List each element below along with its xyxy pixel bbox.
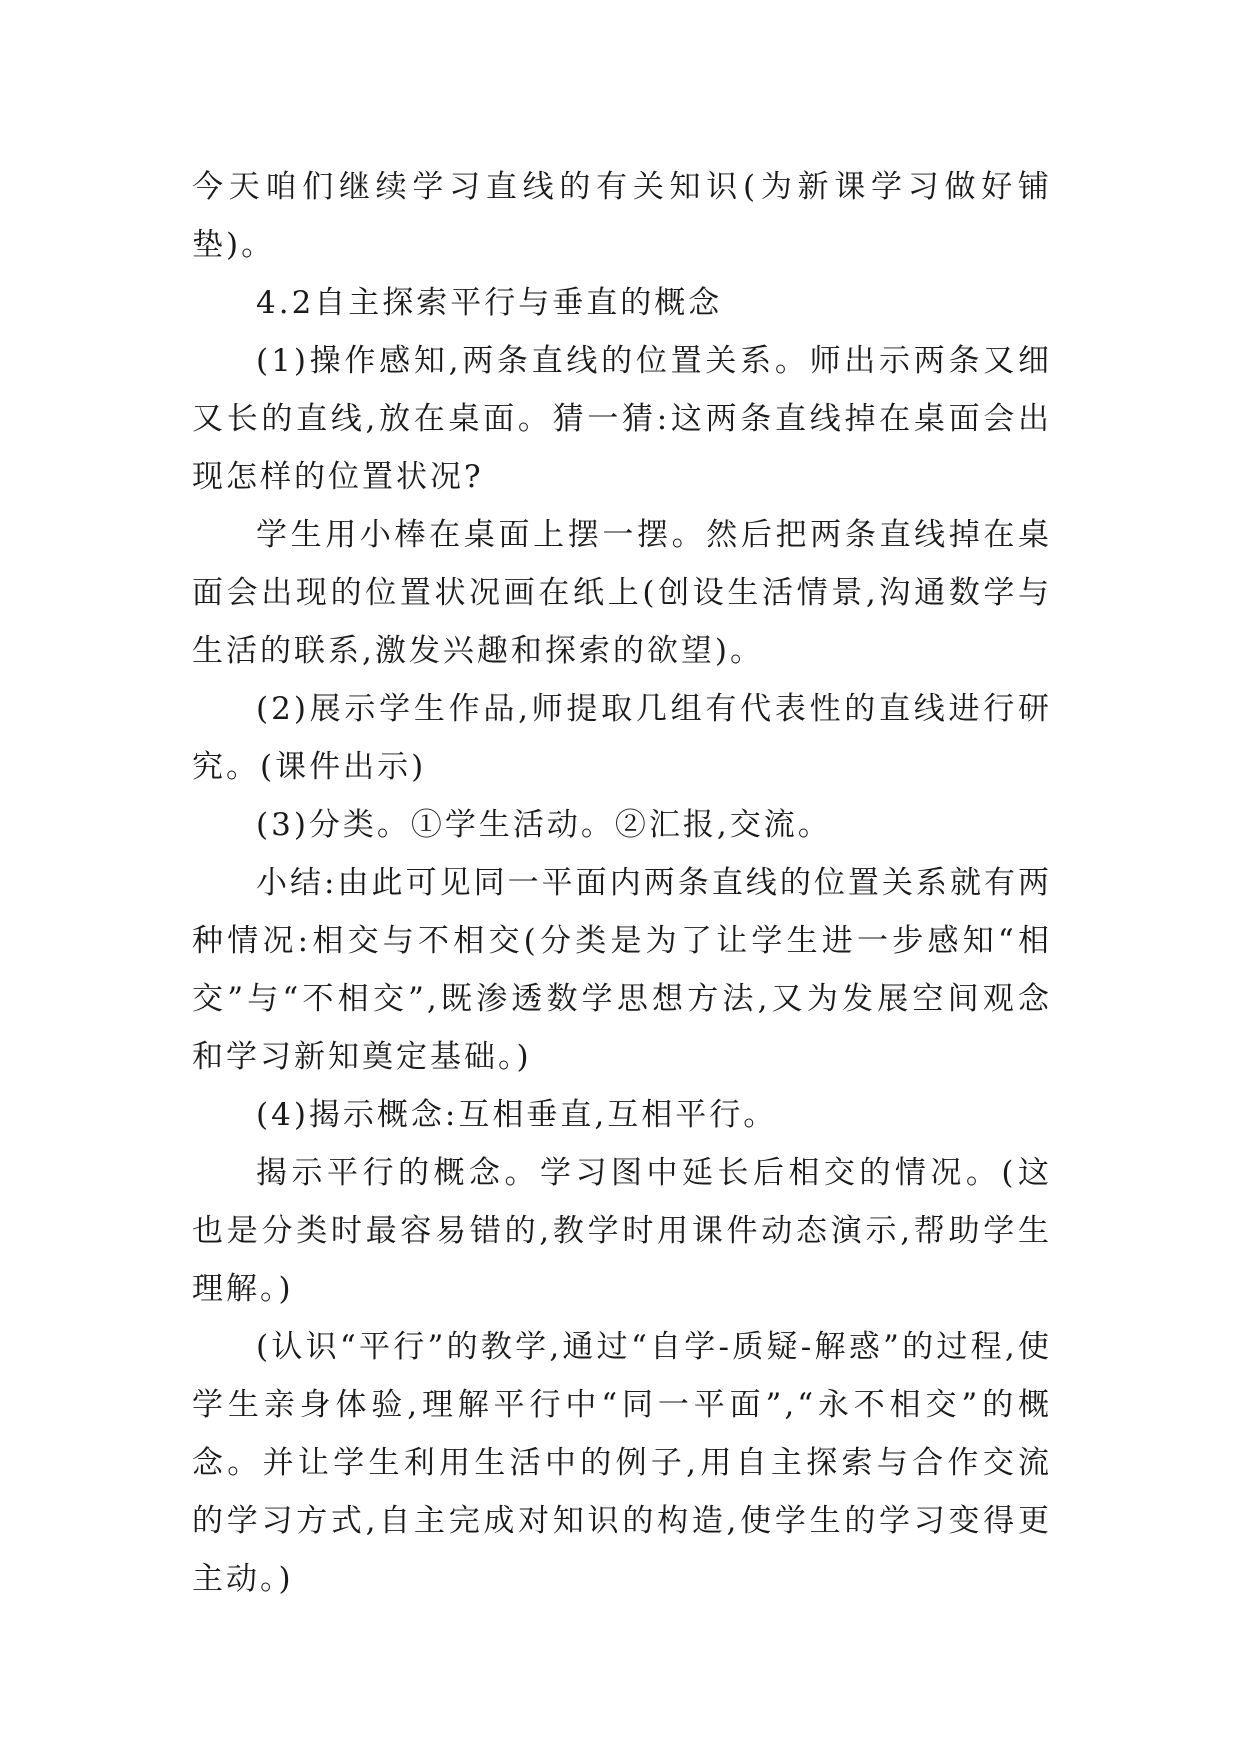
document-body [192, 158, 1052, 1608]
paragraph-intro: 今天咱们继续学习直线的有关知识(为新课学习做好铺垫)。 [192, 169, 1052, 263]
paragraph-parallel-concept: 揭示平行的概念。学习图中延长后相交的情况。(这也是分类时最容易错的,教学时用课件动态演示,帮助学生理解。) [192, 1155, 1052, 1307]
paragraph-step-3: (3)分类。①学生活动。②汇报,交流。 [256, 807, 832, 843]
paragraph-student-activity: 学生用小棒在桌面上摆一摆。然后把两条直线掉在桌面会出现的位置状况画在纸上(创设生活情景,沟通数学与生活的联系,激发兴趣和探索的欲望)。 [192, 517, 1052, 669]
paragraph-parallel-teaching: (认识“平行”的教学,通过“自学-质疑-解惑”的过程,使学生亲身体验,理解平行中“同一平面”,“永不相交”的概念。并让学生利用生活中的例子,用自主探索与合作交流的学习方式,自主完成对知识的构造,使学生的学习变得更主动。) [192, 1329, 1052, 1597]
paragraph-step-1: (1)操作感知,两条直线的位置关系。师出示两条又细又长的直线,放在桌面。猜一猜:这两条直线掉在桌面会出现怎样的位置状况? [192, 343, 1052, 495]
paragraph-step-4: (4)揭示概念:互相垂直,互相平行。 [256, 1097, 778, 1133]
paragraph-step-2: (2)展示学生作品,师提取几组有代表性的直线进行研究。(课件出示) [192, 691, 1052, 785]
section-heading-4-2: 4.2自主探索平行与垂直的概念 [256, 285, 723, 321]
paragraph-summary: 小结:由此可见同一平面内两条直线的位置关系就有两种情况:相交与不相交(分类是为了让学生进一步感知“相交”与“不相交”,既渗透数学思想方法,又为发展空间观念和学习新知奠定基础。) [192, 865, 1052, 1075]
